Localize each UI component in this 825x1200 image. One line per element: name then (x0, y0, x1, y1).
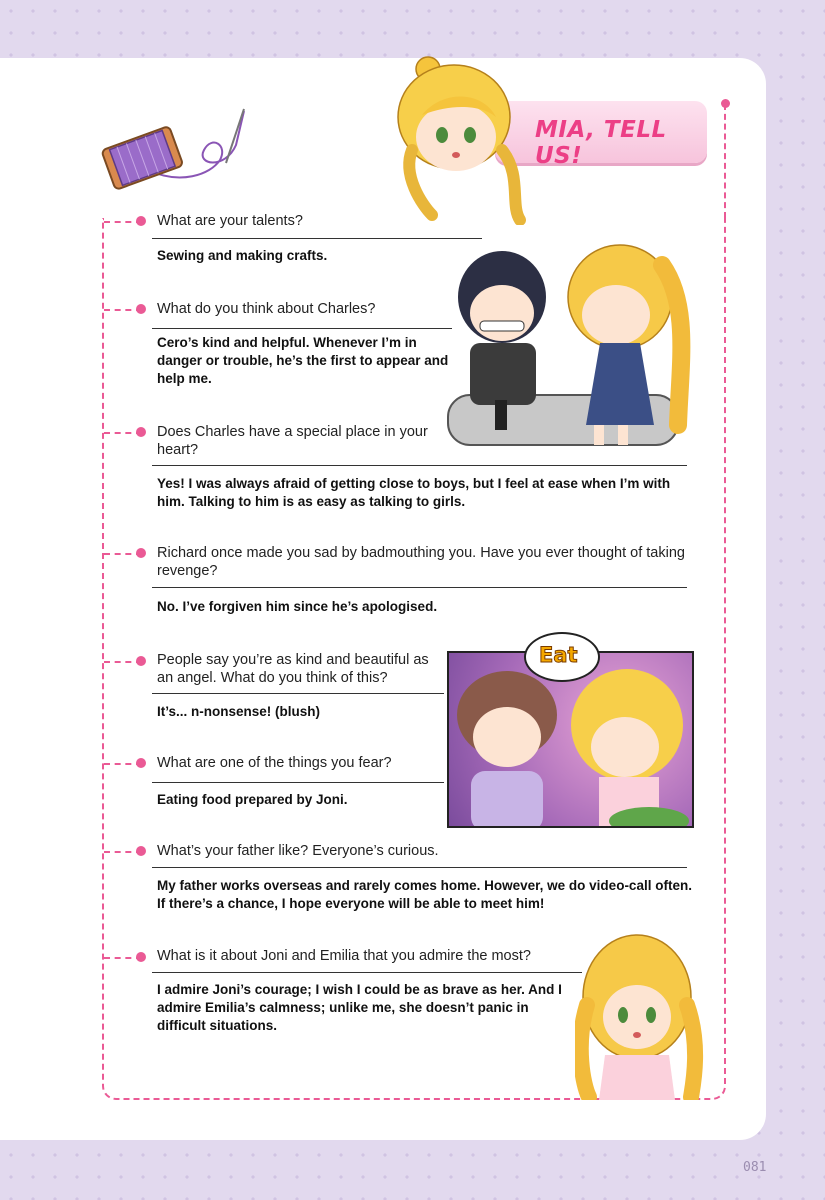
answer-4: No. I’ve forgiven him since he’s apologised. (157, 599, 438, 614)
answer-7: My father works overseas and rarely comes home. However, we do video-call often. If there’s a chance, I hope everyone will be able to meet him! (157, 878, 692, 911)
question-1: What are your talents? (157, 213, 303, 229)
page-number: 081 (743, 1160, 767, 1175)
qa-bullet (136, 548, 146, 558)
answer-2: Cero’s kind and helpful. Whenever I’m in danger or trouble, he’s the first to appear and help me. (157, 335, 449, 386)
speech-bubble (524, 632, 600, 682)
page-title: MIA, TELL US! (535, 117, 667, 169)
answer-8: I admire Joni’s courage; I wish I could be as brave as her. And I admire Emilia’s calmness; unlike me, she doesn’t panic in difficult situations. (157, 982, 562, 1033)
divider (152, 465, 687, 466)
question-4: Richard once made you sad by badmouthing you. Have you ever thought of taking revenge? (157, 545, 685, 579)
qa-bullet (136, 304, 146, 314)
divider (152, 782, 444, 783)
divider (152, 587, 687, 588)
divider (152, 972, 582, 973)
question-2: What do you think about Charles? (157, 301, 376, 317)
qa-bullet (136, 952, 146, 962)
answer-6: Eating food prepared by Joni. (157, 792, 348, 807)
answer-3: Yes! I was always afraid of getting close to boys, but I feel at ease when I’m with him. Talking to him is as easy as talking to girls. (157, 476, 671, 509)
frame-line (724, 104, 726, 218)
answer-1: Sewing and making crafts. (157, 248, 328, 263)
answer-5: It’s... n-nonsense! (blush) (157, 704, 321, 719)
speech-bubble-text: Eat (539, 643, 578, 667)
question-6: What are one of the things you fear? (157, 755, 392, 771)
question-5: People say you’re as kind and beautiful as an angel. What do you think of this? (157, 652, 429, 686)
divider (152, 693, 444, 694)
qa-bullet (136, 758, 146, 768)
qa-bullet (136, 656, 146, 666)
qa-bullet (136, 216, 146, 226)
question-7: What’s your father like? Everyone’s curious. (157, 843, 439, 859)
qa-bullet (136, 427, 146, 437)
divider (152, 867, 687, 868)
divider (152, 328, 452, 329)
mia-portrait-illustration (392, 55, 542, 225)
mia-smiling-illustration (575, 925, 705, 1100)
question-8: What is it about Joni and Emilia that you admire the most? (157, 948, 531, 964)
charles-and-mia-illustration (440, 225, 695, 455)
question-3: Does Charles have a special place in your heart? (157, 424, 428, 458)
qa-bullet (136, 846, 146, 856)
thread-spool-icon (100, 105, 260, 200)
divider (152, 238, 482, 239)
